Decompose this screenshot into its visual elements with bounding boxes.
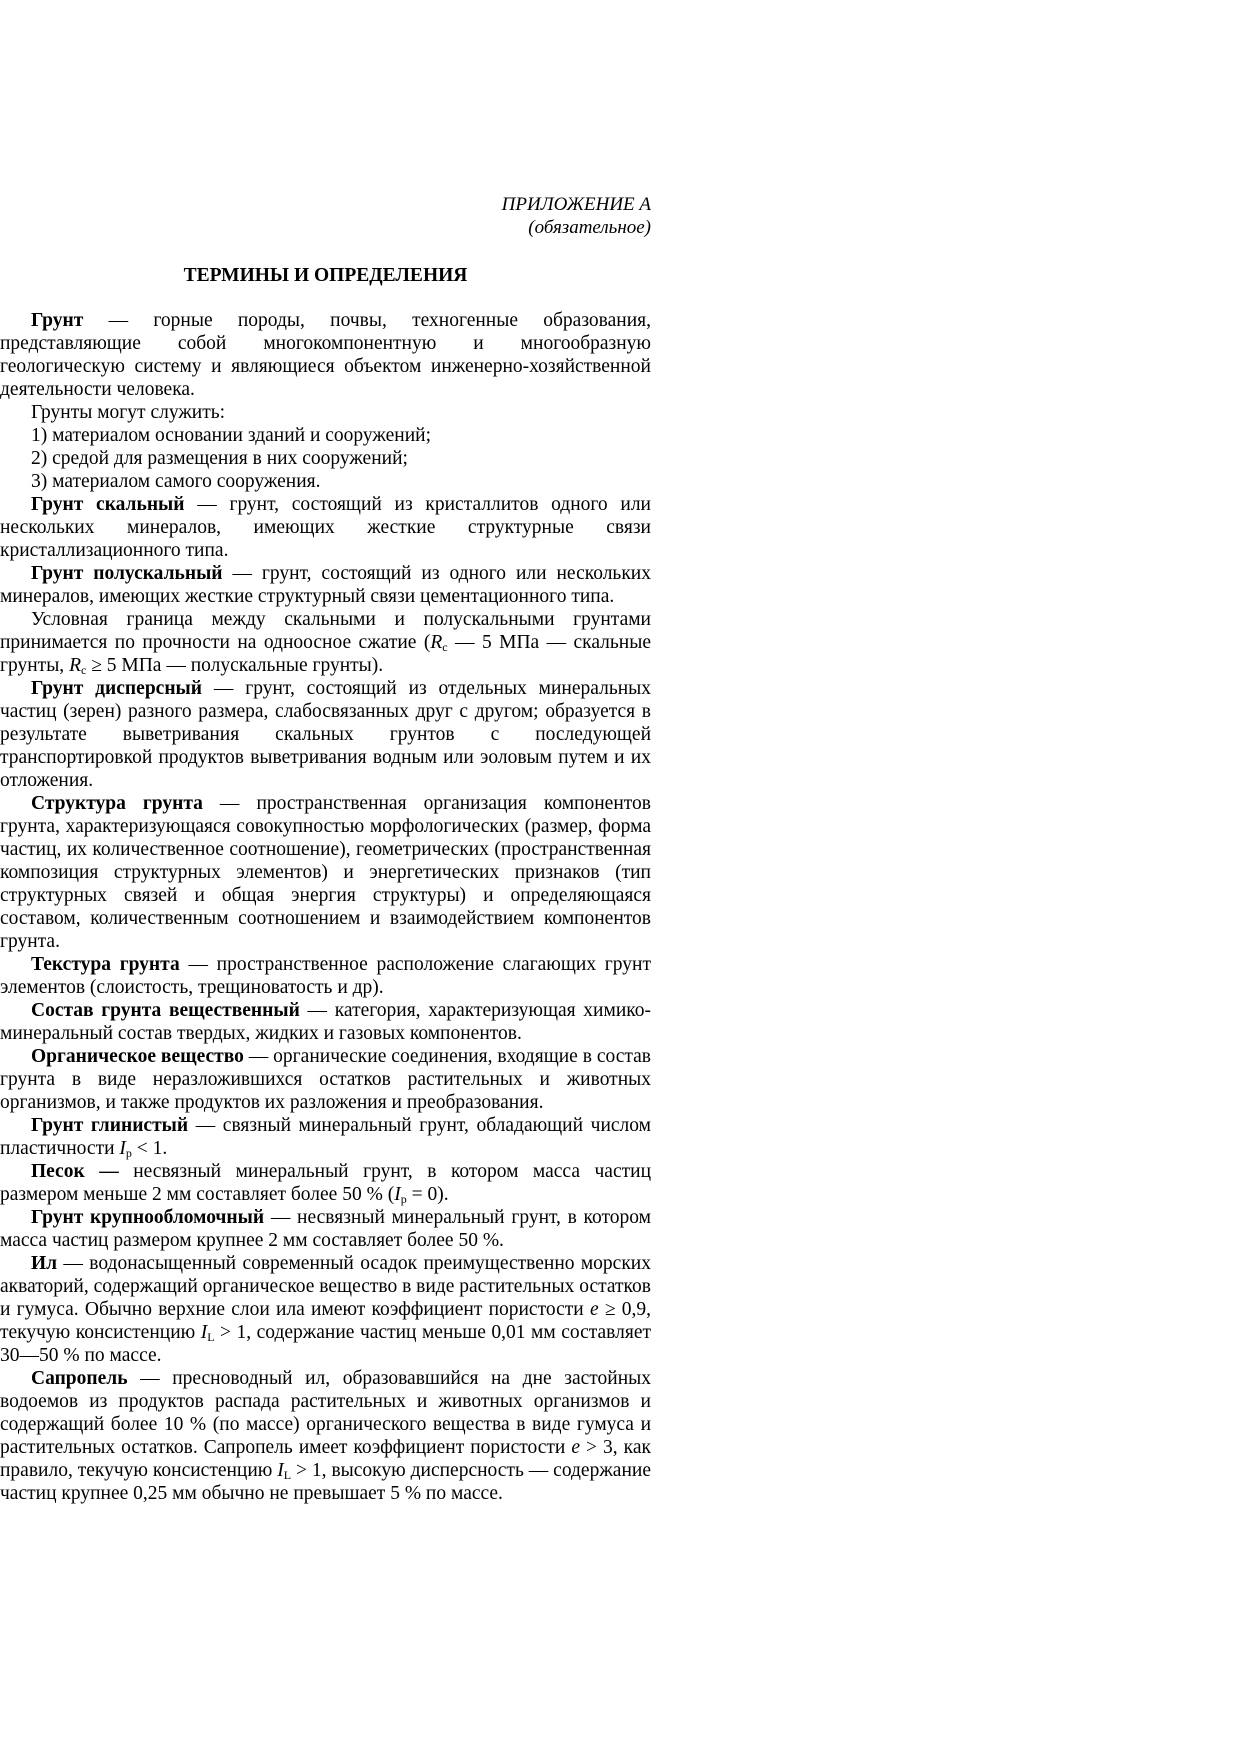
- subscript-c: c: [80, 663, 87, 677]
- term-sand: Песок —: [31, 1161, 119, 1182]
- definition-text: — органические соединения, входящие в состав грунта в виде неразложившихся остатков растительных и животных организмов, и также продуктов их разложения и преобразования.: [0, 1046, 651, 1113]
- definition-clay: [0, 1114, 651, 1160]
- appendix-header: [0, 193, 651, 239]
- section-title: ТЕРМИНЫ И ОПРЕДЕЛЕНИЯ: [183, 265, 468, 286]
- uses-item-3: 3) материалом самого сооружения.: [31, 471, 321, 492]
- definition-text: — грунт, состоящий из кристаллитов одного или нескольких минералов, имеющих жесткие структурные связи кристаллизационного типа.: [0, 494, 651, 561]
- definition-silt: [0, 1252, 651, 1367]
- definition-text: — грунт, состоящий из одного или нескольких минералов, имеющих жесткие структурный связи цементационного типа.: [0, 563, 651, 607]
- definition-text: — пространственная организация компонентов грунта, характеризующаяся совокупностью морфологических (размер, форма частиц, их количественное соотношение), геометрических (пространственная композиция структурных элементов) и энергетических признаков (тип структурных связей и общая энергия структуры) и определяющаяся составом, количественным соотношением и взаимодействием компонентов грунта.: [0, 793, 651, 952]
- definition-grunt: [0, 309, 651, 401]
- term-rocky: Грунт скальный: [31, 494, 185, 515]
- definition-sapropel: [0, 1367, 651, 1505]
- symbol-i: I: [394, 1184, 401, 1205]
- definition-text: — пространственное расположение слагающих грунт элементов (слоистость, трещиноватость и др).: [0, 954, 651, 998]
- subscript-l: L: [283, 1468, 292, 1482]
- definition-text: ≥ 0,9, текучую консистенцию: [0, 1299, 651, 1343]
- term-organic: Органическое вещество: [31, 1046, 244, 1067]
- term-coarse: Грунт крупнообломочный: [31, 1207, 265, 1228]
- symbol-i: I: [277, 1460, 284, 1481]
- definition-text: — пресноводный ил, образовавшийся на дне застойных водоемов из продуктов распада растительных и животных организмов и содержащий более 10 % (по массе) органического вещества в виде гумуса и растительных остатков. Сапропель имеет коэффициент пористости: [0, 1368, 651, 1458]
- term-dispersed: Грунт дисперсный: [31, 678, 203, 699]
- appendix-label: ПРИЛОЖЕНИЕ А: [501, 194, 651, 215]
- term-sapropel: Сапропель: [31, 1368, 128, 1389]
- definition-text: — грунт, состоящий из отдельных минеральных частиц (зерен) разного размера, слабосвязанных друг с другом; образуется в результате выветривания скальных грунтов с последующей транспортировкой продуктов выветривания водным или эоловым путем и их отложения.: [0, 678, 652, 791]
- subscript-p: p: [400, 1192, 407, 1206]
- term-grunt: Грунт: [31, 310, 84, 331]
- definition-texture: [0, 953, 651, 999]
- definitions-body: [0, 309, 651, 1505]
- term-texture: Текстура грунта: [31, 954, 180, 975]
- symbol-i: I: [119, 1138, 126, 1159]
- uses-intro: Грунты могут служить:: [31, 402, 226, 423]
- term-clay: Грунт глинистый: [31, 1115, 189, 1136]
- definition-semirocky: [0, 562, 651, 608]
- term-silt: Ил: [31, 1253, 58, 1274]
- definition-text: — связный минеральный грунт, обладающий числом пластичности: [0, 1115, 651, 1159]
- uses-item-2: 2) средой для размещения в них сооружений;: [31, 448, 408, 469]
- definition-organic: [0, 1045, 651, 1114]
- symbol-r: R: [430, 632, 443, 653]
- definition-text: — горные породы, почвы, техногенные образования, представляющие собой многокомпонентную и многообразную геологическую систему и являющиеся объектом инженерно-хозяйственной деятельности человека.: [0, 310, 651, 400]
- appendix-status: (обязательное): [528, 217, 651, 238]
- definition-structure: [0, 792, 651, 953]
- subscript-p: p: [125, 1146, 132, 1160]
- definition-sand: [0, 1160, 651, 1206]
- definition-text: — несвязный минеральный грунт, в котором масса частиц размером крупнее 2 мм составляет более 50 %.: [0, 1207, 652, 1251]
- definition-composition: [0, 999, 651, 1045]
- definition-text: > 1, высокую дисперсность — содержание частиц крупнее 0,25 мм обычно не превышает 5 % по массе.: [0, 1460, 651, 1504]
- boundary-text-1: Условная граница между скальными и полускальными грунтами принимается по прочности на одноосное сжатие (: [0, 609, 651, 653]
- subscript-l: L: [207, 1330, 215, 1344]
- boundary-note: [0, 608, 651, 677]
- definition-text: = 0).: [406, 1184, 449, 1205]
- boundary-text-2: — 5 МПа — скальные грунты,: [0, 632, 651, 676]
- boundary-text-3: ≥ 5 МПа — полускальные грунты).: [86, 655, 384, 676]
- term-structure: Структура грунта: [31, 793, 203, 814]
- term-semirocky: Грунт полускальный: [31, 563, 223, 584]
- symbol-r: R: [69, 655, 81, 676]
- symbol-e: e: [571, 1437, 581, 1458]
- definition-text: > 3, как правило, текучую консистенцию: [0, 1437, 651, 1481]
- definition-text: — категория, характеризующая химико-минеральный состав твердых, жидких и газовых компонентов.: [0, 1000, 651, 1044]
- definition-text: — водонасыщенный современный осадок преимущественно морских акваторий, содержащий органическое вещество в виде растительных остатков и гумуса. Обычно верхние слои ила имеют коэффициент пористости: [0, 1253, 652, 1320]
- definition-dispersed: [0, 677, 651, 792]
- symbol-e: e: [589, 1299, 599, 1320]
- term-composition: Состав грунта вещественный: [31, 1000, 300, 1021]
- subscript-c: c: [442, 640, 448, 654]
- definition-rocky: [0, 493, 651, 562]
- definition-text: несвязный минеральный грунт, в котором масса частиц размером меньше 2 мм составляет более 50 % (: [0, 1161, 652, 1205]
- definition-coarse: [0, 1206, 651, 1252]
- symbol-i: I: [200, 1322, 208, 1343]
- definition-text: > 1, содержание частиц меньше 0,01 мм составляет 30—50 % по массе.: [0, 1322, 652, 1366]
- definition-text: < 1.: [131, 1138, 168, 1159]
- uses-item-1: 1) материалом основании зданий и сооружений;: [31, 425, 432, 446]
